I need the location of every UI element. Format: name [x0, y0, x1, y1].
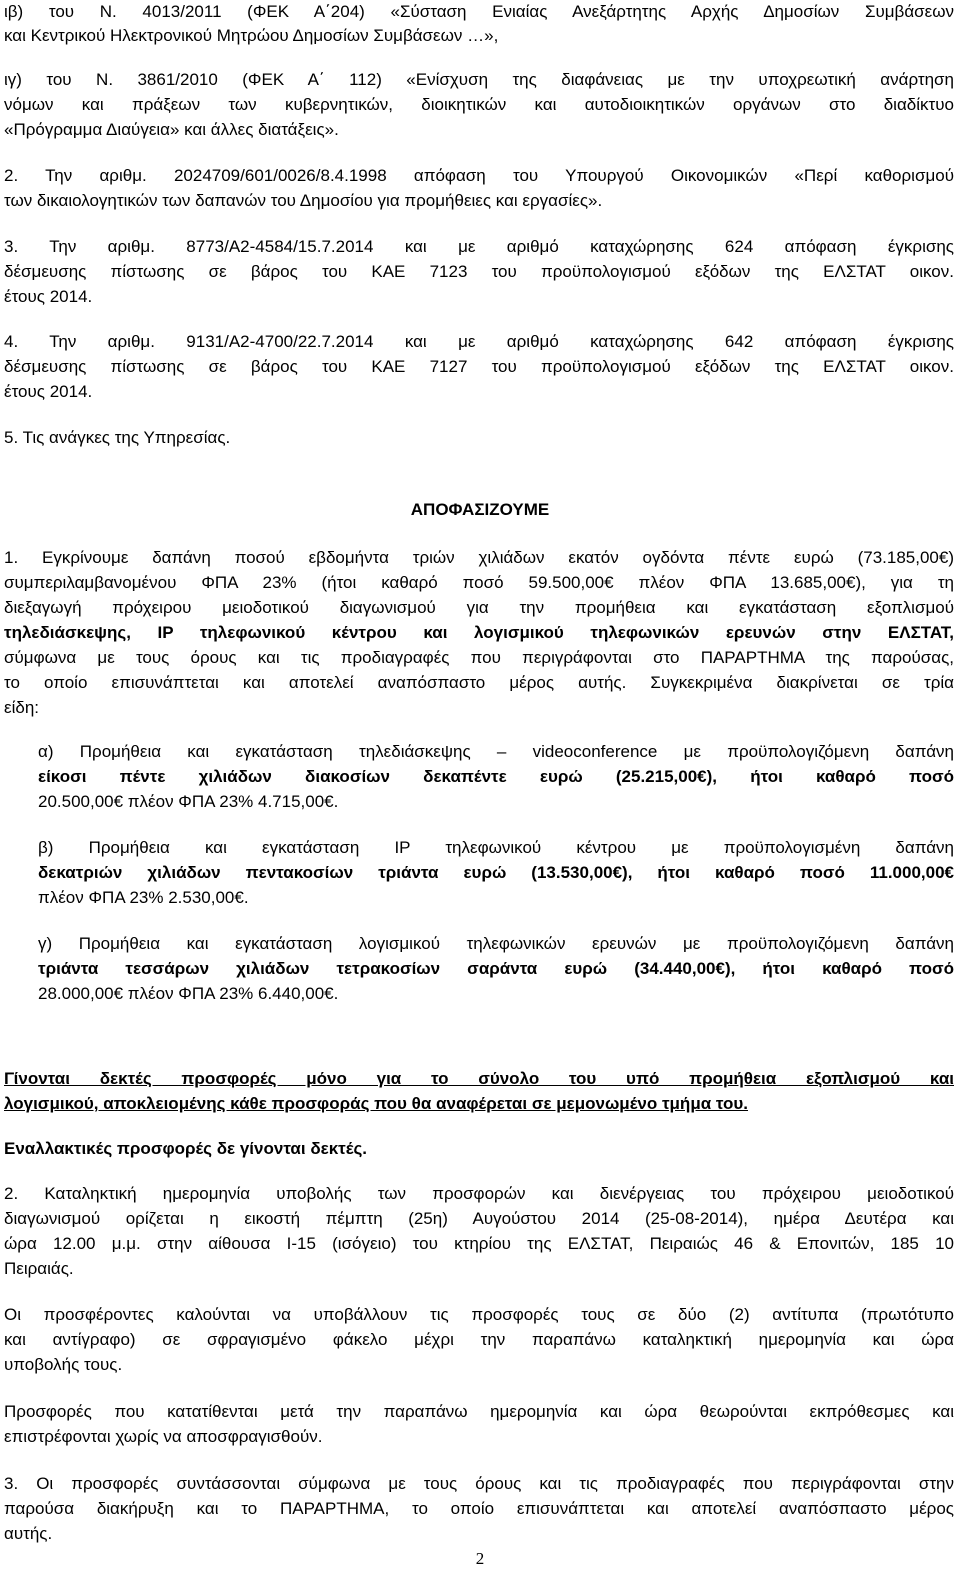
text-line: τριάντα τεσσάρων χιλιάδων τετρακοσίων σαράντα ευρώ (34.440,00€), ήτοι καθαρό ποσό	[38, 959, 954, 978]
text-line: νόμων και πράξεων των κυβερνητικών, διοικητικών και αυτοδιοικητικών οργάνων στο διαδίκτυο	[4, 95, 954, 114]
text-line: 2. Καταληκτική ημερομηνία υποβολής των προσφορών και διενέργειας του πρόχειρου μειοδοτικού	[4, 1184, 954, 1203]
text-line: ιβ) του Ν. 4013/2011 (ΦΕΚ Α΄204) «Σύσταση Ενιαίας Ανεξάρτητης Αρχής Δημοσίων Συμβάσεων	[4, 2, 954, 21]
text-line: β) Προμήθεια και εγκατάσταση IP τηλεφωνικού κέντρου με προϋπολογισμένη δαπάνη	[38, 838, 954, 857]
text-line: το οποίο επισυνάπτεται και αποτελεί αναπόσπαστο μέρος αυτής. Συγκεκριμένα διακρίνεται σε τρία	[4, 673, 954, 692]
text-line: δεκατριών χιλιάδων πεντακοσίων τριάντα ευρώ (13.530,00€), ήτοι καθαρό ποσό 11.000,00€	[38, 863, 954, 882]
text-line: συμπεριλαμβανομένου ΦΠΑ 23% (ήτοι καθαρό ποσό 59.500,00€ πλέον ΦΠΑ 13.685,00€), για τη	[4, 573, 954, 592]
text-line: 2. Την αριθμ. 2024709/601/0026/8.4.1998 απόφαση του Υπουργού Οικονομικών «Περί καθορισμού	[4, 166, 954, 185]
text-line: «Πρόγραμμα Διαύγεια» και άλλες διατάξεις».	[4, 120, 339, 139]
decision-heading: ΑΠΟΦΑΣΙΖΟΥΜΕ	[410, 500, 550, 519]
text-line: λογισμικού, αποκλειομένης κάθε προσφοράς που θα αναφέρεται σε μεμονωμένο τμήμα του.	[4, 1094, 749, 1113]
text-line: Οι προσφέροντες καλούνται να υποβάλλουν τις προσφορές τους σε δύο (2) αντίτυπα (πρωτότυπο	[4, 1305, 954, 1324]
text-line: υποβολής τους.	[4, 1355, 123, 1374]
page-number: 2	[475, 1549, 485, 1568]
text-line: 1. Εγκρίνουμε δαπάνη ποσού εβδομήντα τριών χιλιάδων εκατόν ογδόντα πέντε ευρώ (73.185,00€)	[4, 548, 954, 567]
text-line: 3. Την αριθμ. 8773/Α2-4584/15.7.2014 και με αριθμό καταχώρησης 624 απόφαση έγκρισης	[4, 237, 954, 256]
text-line: διεξαγωγή πρόχειρου μειοδοτικού διαγωνισμού για την προμήθεια και εγκατάσταση εξοπλισμού	[4, 598, 954, 617]
text-line: σύμφωνα με τους όρους και τις προδιαγραφές που περιγράφονται στο ΠΑΡΑΡΤΗΜΑ της παρούσας,	[4, 648, 954, 667]
text-line: δέσμευσης πίστωσης σε βάρος του ΚΑΕ 7123 του προϋπολογισμού εξόδων της ΕΛΣΤΑΤ οικον.	[4, 262, 954, 281]
text-line: 3. Οι προσφορές συντάσσονται σύμφωνα με τους όρους και τις προδιαγραφές που περιγράφονται στην	[4, 1474, 954, 1493]
text-line: γ) Προμήθεια και εγκατάσταση λογισμικού τηλεφωνικών ερευνών με προϋπολογιζόμενη δαπάνη	[38, 934, 954, 953]
text-line: έτους 2014.	[4, 287, 93, 306]
text-line: ώρα 12.00 μ.μ. στην αίθουσα Ι-15 (ισόγειο) του κτηρίου της ΕΛΣΤΑΤ, Πειραιώς 46 & Επονιτών, 185 10	[4, 1234, 954, 1253]
text-line: είδη:	[4, 698, 39, 717]
text-line: α) Προμήθεια και εγκατάσταση τηλεδιάσκεψης – videoconference με προϋπολογιζόμενη δαπάνη	[38, 742, 954, 761]
text-line: πλέον ΦΠΑ 23% 2.530,00€.	[38, 888, 249, 907]
text-line: είκοσι πέντε χιλιάδων διακοσίων δεκαπέντε ευρώ (25.215,00€), ήτοι καθαρό ποσό	[38, 767, 954, 786]
text-line: Πειραιάς.	[4, 1259, 74, 1278]
text-line: δέσμευσης πίστωσης σε βάρος του ΚΑΕ 7127 του προϋπολογισμού εξόδων της ΕΛΣΤΑΤ οικον.	[4, 357, 954, 376]
text-line: Εναλλακτικές προσφορές δε γίνονται δεκτές.	[4, 1139, 368, 1158]
text-line: ιγ) του Ν. 3861/2010 (ΦΕΚ Α΄ 112) «Ενίσχυση της διαφάνειας με την υποχρεωτική ανάρτηση	[4, 70, 954, 89]
text-line: 5. Τις ανάγκες της Υπηρεσίας.	[4, 428, 231, 447]
text-line: επιστρέφονται χωρίς να αποσφραγισθούν.	[4, 1427, 323, 1446]
text-line: Προσφορές που κατατίθενται μετά την παραπάνω ημερομηνία και ώρα θεωρούνται εκπρόθεσμες και	[4, 1402, 954, 1421]
text-line: τηλεδιάσκεψης, IP τηλεφωνικού κέντρου και λογισμικού τηλεφωνικών ερευνών στην ΕΛΣΤΑΤ,	[4, 623, 954, 642]
text-line: των δικαιολογητικών των δαπανών του Δημοσίου για προμήθειες και εργασίες».	[4, 191, 603, 210]
text-line: και αντίγραφο) σε σφραγισμένο φάκελο μέχρι την παραπάνω καταληκτική ημερομηνία και ώρα	[4, 1330, 954, 1349]
text-line: 28.000,00€ πλέον ΦΠΑ 23% 6.440,00€.	[38, 984, 339, 1003]
text-line: 20.500,00€ πλέον ΦΠΑ 23% 4.715,00€.	[38, 792, 339, 811]
text-line: διαγωνισμού ορίζεται η εικοστή πέμπτη (25η) Αυγούστου 2014 (25-08-2014), ημέρα Δευτέρα και	[4, 1209, 954, 1228]
text-line: Γίνονται δεκτές προσφορές μόνο για το σύνολο του υπό προμήθεια εξοπλισμού και	[4, 1069, 954, 1088]
text-line: και Κεντρικού Ηλεκτρονικού Μητρώου Δημοσίων Συμβάσεων …»,	[4, 26, 499, 45]
text-line: έτους 2014.	[4, 382, 93, 401]
text-line: αυτής.	[4, 1524, 53, 1543]
text-line: παρούσα διακήρυξη και το ΠΑΡΑΡΤΗΜΑ, το οποίο επισυνάπτεται και αποτελεί αναπόσπαστο μέρος	[4, 1499, 954, 1518]
text-line: 4. Την αριθμ. 9131/Α2-4700/22.7.2014 και με αριθμό καταχώρησης 642 απόφαση έγκρισης	[4, 332, 954, 351]
